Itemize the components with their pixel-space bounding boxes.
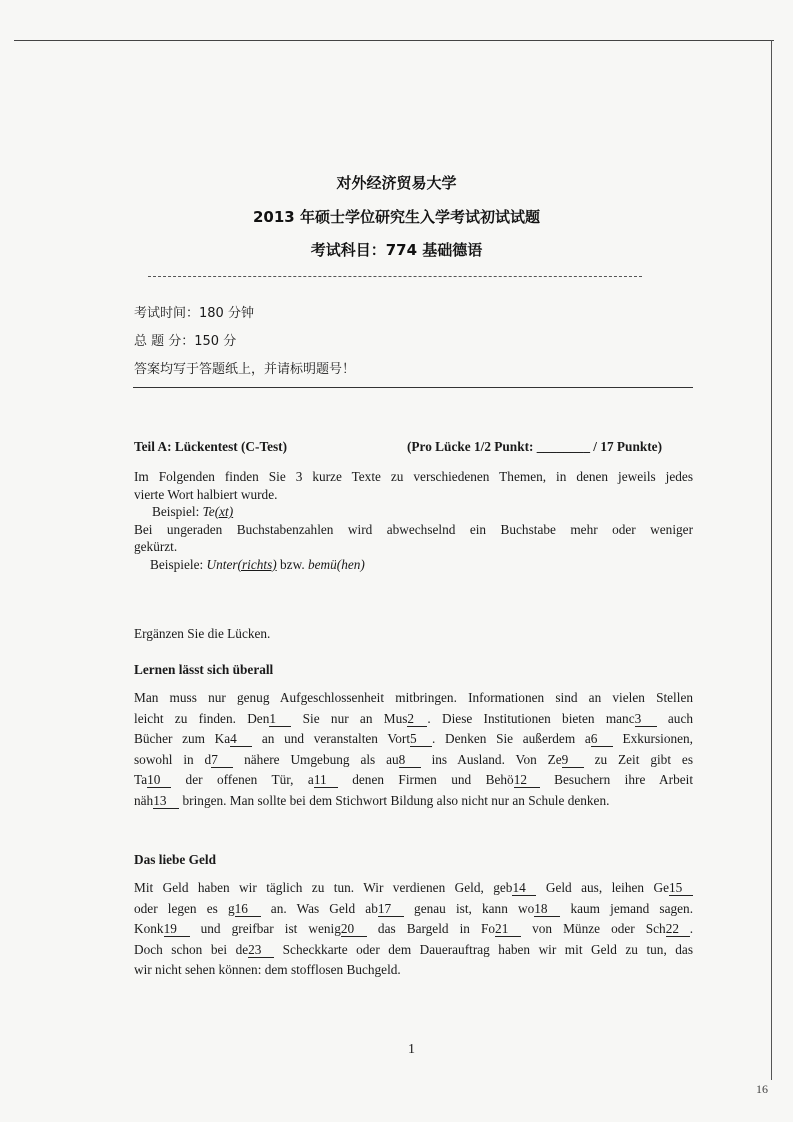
blank-21[interactable]: 21	[495, 922, 521, 937]
exam-title: 2013 年硕士学位研究生入学考试初试试题	[253, 208, 540, 226]
example-connector: bzw.	[280, 556, 305, 572]
blank-16[interactable]: 16	[235, 902, 261, 917]
instruction-line: Im Folgenden finden Sie 3 kurze Texte zu verschiedenen Themen, in denen jeweils jedes	[134, 469, 693, 484]
answer-note: 答案均写于答题纸上，并请标明题号！	[134, 362, 356, 377]
instruction-line: Bei ungeraden Buchstabenzahlen wird abwechselnd ein Buchstabe mehr oder weniger	[134, 521, 693, 537]
top-border-line	[14, 40, 774, 41]
blank-15[interactable]: 15	[669, 881, 693, 896]
blank-11[interactable]: 11	[314, 773, 338, 788]
text-line: Ta10 der offenen Tür, a11 denen Firmen und Behö12 Besuchern ihre Arbeit	[134, 772, 694, 788]
text-line: Man muss nur genug Aufgeschlossenheit mitbringen. Informationen sind an vielen Stellen	[134, 690, 693, 705]
text-line: oder legen es g16 an. Was Geld ab17 genau ist, kann wo18 kaum jemand sagen.	[134, 900, 694, 916]
example-line	[134, 556, 693, 574]
text1-title: Lernen lässt sich überall	[134, 662, 274, 677]
blank-2[interactable]: 2	[407, 712, 427, 727]
text-line: wir nicht sehen können: dem stofflosen Buchgeld.	[134, 962, 401, 978]
example-word: Te(xt)	[202, 504, 234, 519]
example-label: Beispiel:	[152, 504, 200, 519]
blank-13[interactable]: 13	[153, 794, 179, 809]
example-word: Unter(richts)	[206, 556, 277, 572]
points-total: / 17 Punkte)	[593, 439, 663, 454]
text-line: leicht zu finden. Den1 Sie nur an Mus2 . Diese Institutionen bieten manc3 auch	[134, 710, 694, 726]
blank-23[interactable]: 23	[248, 943, 274, 958]
blank-5[interactable]: 5	[410, 732, 432, 747]
blank-6[interactable]: 6	[591, 732, 613, 747]
task-instruction: Ergänzen Sie die Lücken.	[134, 626, 271, 641]
instruction-line: vierte Wort halbiert wurde.	[134, 486, 278, 502]
blank-8[interactable]: 8	[399, 753, 421, 768]
text-line: näh13 bringen. Man sollte bei dem Stichwort Bildung also nicht nur an Schule denken.	[134, 792, 610, 808]
blank-10[interactable]: 10	[147, 773, 171, 788]
section-title: Teil A: Lückentest (C-Test)	[134, 439, 288, 454]
right-border-line	[771, 40, 772, 1080]
blank-18[interactable]: 18	[534, 902, 560, 917]
blank-20[interactable]: 20	[341, 922, 367, 937]
text-line: Bücher zum Ka4 an und veranstalten Vort5 . Denken Sie außerdem a6 Exkursionen,	[134, 731, 693, 747]
blank-19[interactable]: 19	[164, 922, 190, 937]
points-blank: ________	[536, 439, 590, 454]
blank-22[interactable]: 22	[666, 922, 690, 937]
blank-1[interactable]: 1	[269, 712, 291, 727]
blank-17[interactable]: 17	[378, 902, 404, 917]
text-line: sowohl in d7 nähere Umgebung als au8 ins Ausland. Von Ze9 zu Zeit gibt es	[134, 751, 694, 767]
example-word: bemü(hen)	[307, 556, 365, 572]
blank-7[interactable]: 7	[211, 753, 233, 768]
section-points	[407, 437, 693, 458]
text-line: Konk19 und greifbar ist wenig20 das Bargeld in Fo21 von Münze oder Sch22 .	[134, 921, 694, 937]
corner-number: 16	[756, 1082, 768, 1096]
exam-time: 考试时间：180 分钟	[134, 306, 254, 321]
text1-body	[134, 688, 693, 812]
page-number: 1	[408, 1042, 415, 1057]
blank-14[interactable]: 14	[512, 881, 536, 896]
example-line	[134, 503, 693, 521]
text2-title: Das liebe Geld	[134, 852, 216, 867]
text-line: Doch schon bei de23 Scheckkarte oder dem Dauerauftrag haben wir mit Geld zu tun, das	[134, 941, 693, 957]
blank-3[interactable]: 3	[635, 712, 657, 727]
text-line: Mit Geld haben wir täglich zu tun. Wir verdienen Geld, geb14 Geld aus, leihen Ge15	[134, 878, 693, 899]
total-score: 总 题 分：150 分	[134, 334, 237, 349]
info-divider	[133, 387, 693, 388]
instruction-line: gekürzt.	[134, 539, 178, 554]
subject-title: 考试科目：774 基础德语	[310, 241, 483, 259]
university-title: 对外经济贸易大学	[336, 174, 457, 192]
blank-9[interactable]: 9	[562, 753, 584, 768]
blank-4[interactable]: 4	[230, 732, 252, 747]
text2-body	[134, 878, 693, 981]
instructions	[134, 468, 693, 573]
example-label: Beispiele:	[150, 556, 204, 572]
header-divider	[148, 276, 642, 277]
points-label: (Pro Lücke 1/2 Punkt:	[407, 439, 534, 454]
blank-12[interactable]: 12	[514, 773, 540, 788]
